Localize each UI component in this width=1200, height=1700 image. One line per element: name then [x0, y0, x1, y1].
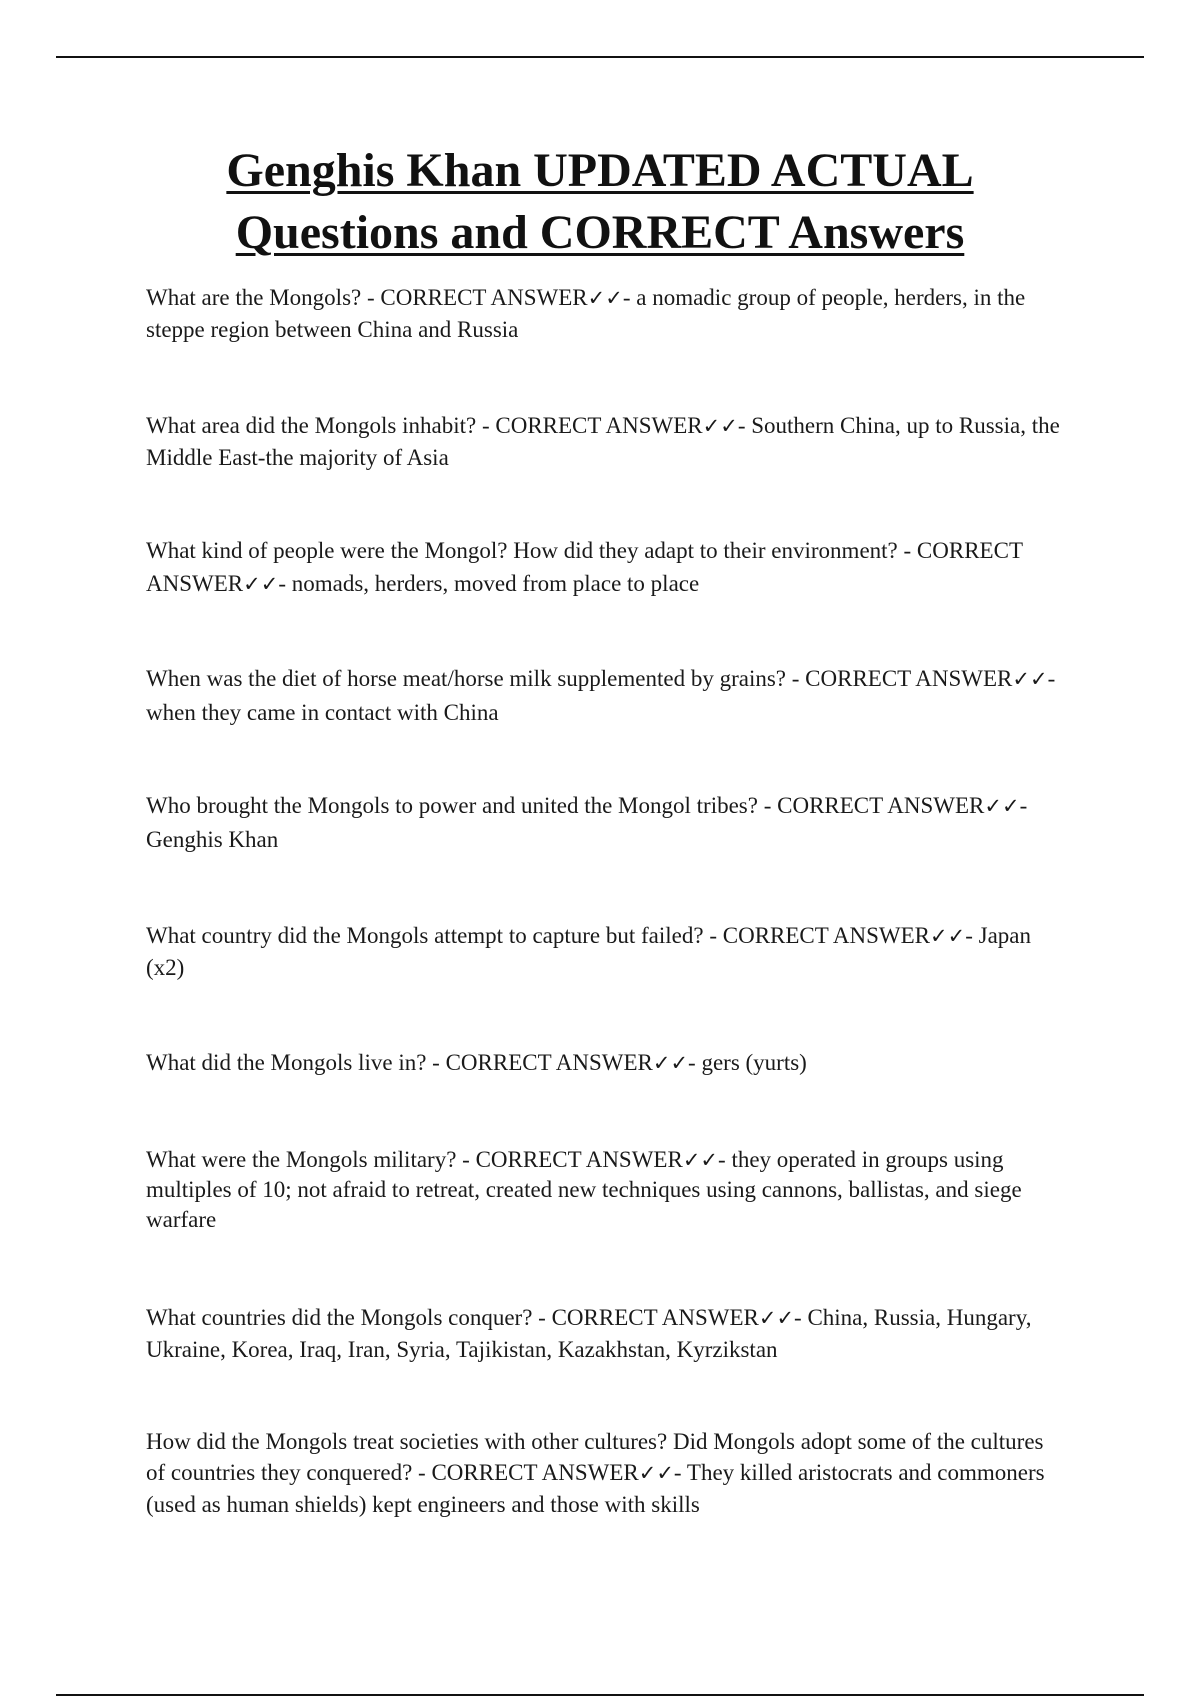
- answer-text: - when they came in contact with China: [146, 666, 1056, 725]
- top-rule: [56, 56, 1144, 58]
- answer-text: - China, Russia, Hungary, Ukraine, Korea, Iraq, Iran, Syria, Tajikistan, Kazakhstan, Kyrzikstan: [146, 1305, 1032, 1362]
- question-text: What area did the Mongols inhabit? - CORRECT ANSWER: [146, 413, 703, 438]
- question-text: What kind of people were the Mongol? How did they adapt to their environment? - CORRECT ANSWER: [146, 538, 1023, 596]
- qa-item: [146, 662, 1066, 729]
- qa-item: [146, 534, 1066, 601]
- question-text: What are the Mongols? - CORRECT ANSWER: [146, 285, 588, 310]
- double-check-icon: ✓✓: [930, 924, 966, 948]
- qa-item: [146, 1145, 1066, 1235]
- double-check-icon: ✓✓: [1012, 667, 1048, 691]
- bottom-rule: [56, 1694, 1144, 1696]
- qa-item: [146, 1047, 1066, 1079]
- double-check-icon: ✓✓: [652, 1051, 689, 1075]
- answer-text: - Japan (x2): [146, 923, 1031, 980]
- title-line-2: Questions and CORRECT Answers: [235, 206, 965, 259]
- double-check-icon: ✓✓: [587, 286, 623, 310]
- question-text: What country did the Mongols attempt to capture but failed? - CORRECT ANSWER: [146, 923, 930, 948]
- page-title: [110, 140, 1090, 264]
- qa-item: [146, 410, 1066, 473]
- answer-text: - Southern China, up to Russia, the Middle East-the majority of Asia: [146, 413, 1060, 470]
- answer-text: - nomads, herders, moved from place to place: [278, 571, 700, 596]
- qa-item: [146, 1426, 1066, 1520]
- question-text: How did the Mongols treat societies with other cultures? Did Mongols adopt some of the cultures of countries they conquered? - CORRECT ANSWER: [146, 1429, 1044, 1485]
- question-text: Who brought the Mongols to power and united the Mongol tribes? - CORRECT ANSWER: [146, 793, 985, 818]
- answer-text: - a nomadic group of people, herders, in the steppe region between China and Russia: [146, 285, 1026, 342]
- qa-item: [146, 282, 1066, 345]
- question-text: What were the Mongols military? - CORRECT ANSWER: [146, 1147, 683, 1172]
- double-check-icon: ✓✓: [638, 1461, 674, 1485]
- answer-text: - gers (yurts): [688, 1050, 807, 1075]
- double-check-icon: ✓✓: [984, 794, 1020, 818]
- answer-text: - They killed aristocrats and commoners (used as human shields) kept engineers and those with skills: [146, 1460, 1045, 1517]
- double-check-icon: ✓✓: [702, 414, 738, 438]
- question-text: What did the Mongols live in? - CORRECT ANSWER: [146, 1050, 653, 1075]
- title-line-1: Genghis Khan UPDATED ACTUAL: [226, 144, 974, 197]
- double-check-icon: ✓✓: [682, 1148, 719, 1172]
- double-check-icon: ✓✓: [243, 572, 279, 596]
- qa-item: [146, 1302, 1066, 1365]
- qa-item: [146, 920, 1066, 983]
- answer-text: - Genghis Khan: [146, 793, 1028, 852]
- double-check-icon: ✓✓: [758, 1306, 795, 1330]
- answer-text: - they operated in groups using multiples of 10; not afraid to retreat, created new techniques using cannons, ballistas, and siege warfare: [146, 1147, 1022, 1232]
- question-text: When was the diet of horse meat/horse milk supplemented by grains? - CORRECT ANSWER: [146, 666, 1013, 691]
- question-text: What countries did the Mongols conquer? - CORRECT ANSWER: [146, 1305, 759, 1330]
- qa-item: [146, 789, 1066, 856]
